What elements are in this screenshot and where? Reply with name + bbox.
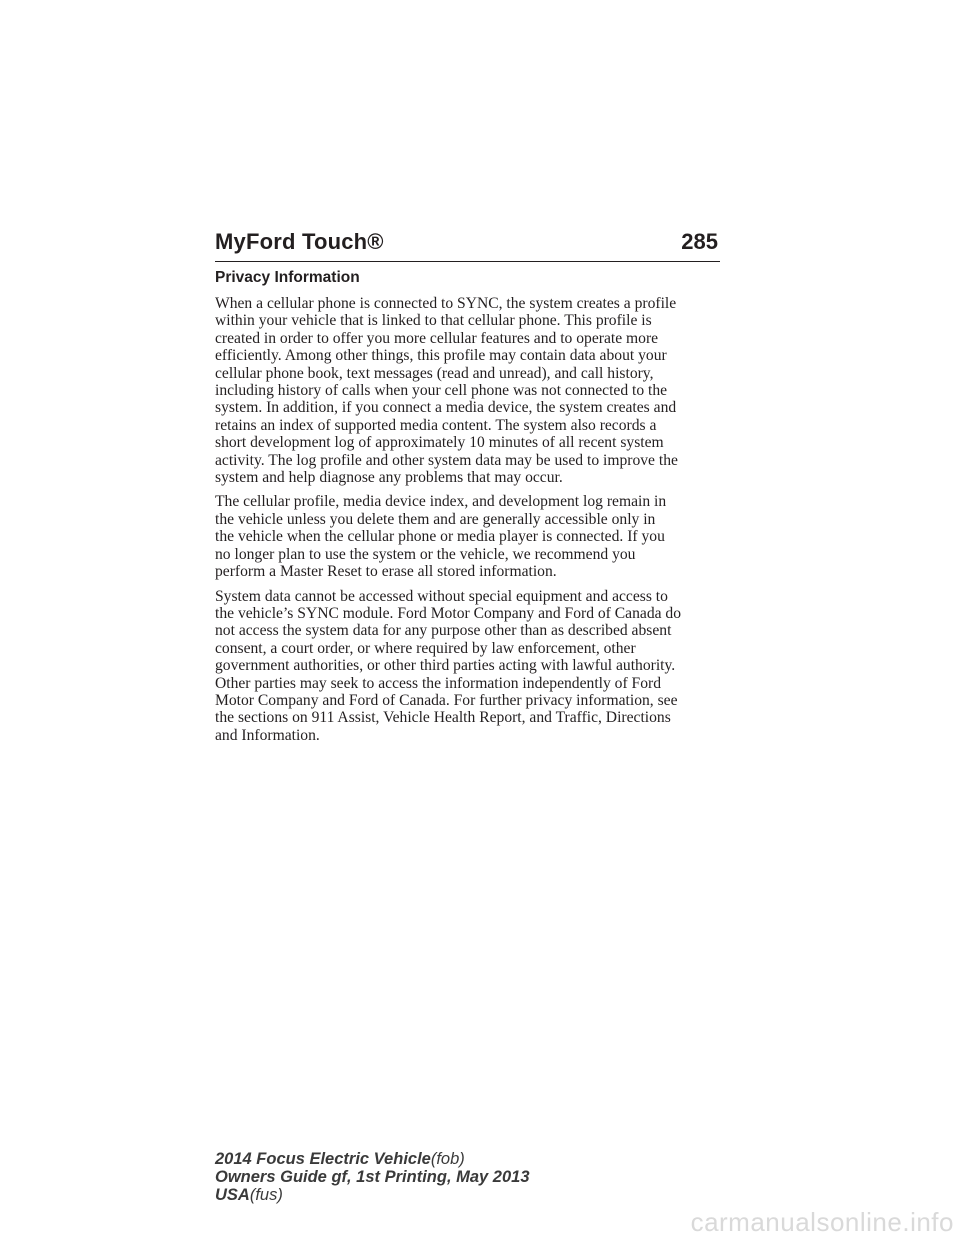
page-content [215, 268, 725, 751]
text-line: consent, a court order, or where required by law enforcement, other [215, 639, 636, 657]
text-line: short development log of approximately 10 minutes of all recent system [215, 434, 664, 452]
text-line: the sections on 911 Assist, Vehicle Health Report, and Traffic, Directions [215, 709, 671, 727]
footer-vehicle: 2014 Focus Electric Vehicle [215, 1150, 431, 1168]
text-line: retains an index of supported media content. The system also records a [215, 416, 657, 434]
chapter-title: MyFord Touch® [215, 229, 384, 254]
text-line: system and help diagnose any problems that may occur. [215, 469, 563, 487]
page-number: 285 [681, 229, 718, 254]
footer-line-market [215, 1186, 530, 1204]
text-line: system. In addition, if you connect a media device, the system creates and [215, 399, 677, 417]
footer-market: USA [215, 1186, 250, 1204]
text-line: and Information. [215, 726, 320, 744]
text-line: perform a Master Reset to erase all stored information. [215, 563, 557, 581]
section-heading: Privacy Information [215, 269, 360, 286]
text-line: including history of calls when your cell phone was not connected to the [215, 382, 668, 400]
text-line: The cellular profile, media device index, and development log remain in [215, 493, 667, 511]
text-line: System data cannot be accessed without special equipment and access to [215, 587, 668, 605]
page-footer [215, 1150, 530, 1204]
text-line: When a cellular phone is connected to SYNC, the system creates a profile [215, 295, 677, 312]
text-line: activity. The log profile and other system data may be used to improve the [215, 451, 678, 469]
text-line: Motor Company and Ford of Canada. For further privacy information, see [215, 691, 678, 709]
text-line: efficiently. Among other things, this profile may contain data about your [215, 347, 667, 365]
text-line: the vehicle when the cellular phone or media player is connected. If you [215, 528, 665, 546]
text-line: the vehicle unless you delete them and are generally accessible only in [215, 510, 656, 528]
footer-printing: Owners Guide gf, 1st Printing, May 2013 [215, 1168, 530, 1186]
text-line: government authorities, or other third parties acting with lawful authority. [215, 657, 676, 675]
paragraph-retention [215, 493, 725, 580]
watermark: carmanualsonline.info [690, 1207, 954, 1237]
footer-line-vehicle [215, 1150, 530, 1168]
paragraph-access [215, 588, 725, 745]
paragraph-profile [215, 295, 725, 486]
text-line: Other parties may seek to access the information independently of Ford [215, 674, 662, 692]
text-line: created in order to offer you more cellular features and to operate more [215, 329, 659, 347]
footer-market-code: (fus) [249, 1186, 283, 1204]
text-line: no longer plan to use the system or the vehicle, we recommend you [215, 545, 636, 563]
text-line: cellular phone book, text messages (read and unread), and call history, [215, 364, 654, 382]
text-line: within your vehicle that is linked to that cellular phone. This profile is [215, 312, 652, 330]
text-line: the vehicle’s SYNC module. Ford Motor Company and Ford of Canada do [215, 604, 682, 622]
footer-vehicle-code: (fob) [430, 1150, 465, 1168]
text-line: not access the system data for any purpose other than as described absent [215, 622, 672, 640]
page-header [215, 223, 720, 262]
